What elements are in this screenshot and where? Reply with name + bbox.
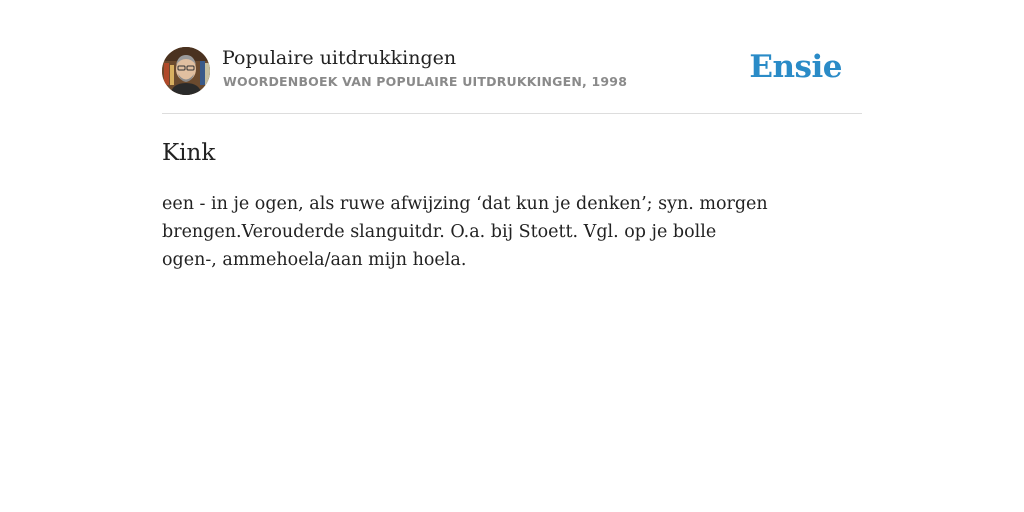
entry-definition: een - in je ogen, als ruwe afwijzing ‘dat kun je denken’; syn. morgen brengen.Verouderde slanguitdr. O.a. bij Stoett. Vgl. op je bolle ogen-, ammehoela/aan mijn hoela. [162, 194, 768, 270]
author-name[interactable]: Populaire uitdrukkingen [222, 47, 457, 69]
author-photo-icon [162, 47, 210, 95]
entry-card [162, 46, 862, 274]
entry-header [162, 46, 862, 114]
ensie-logo[interactable]: Ensie [749, 49, 842, 85]
entry-term: Kink [162, 140, 216, 166]
author-avatar[interactable] [162, 47, 210, 95]
source-title: WOORDENBOEK VAN POPULAIRE UITDRUKKINGEN, 1998 [223, 74, 628, 89]
